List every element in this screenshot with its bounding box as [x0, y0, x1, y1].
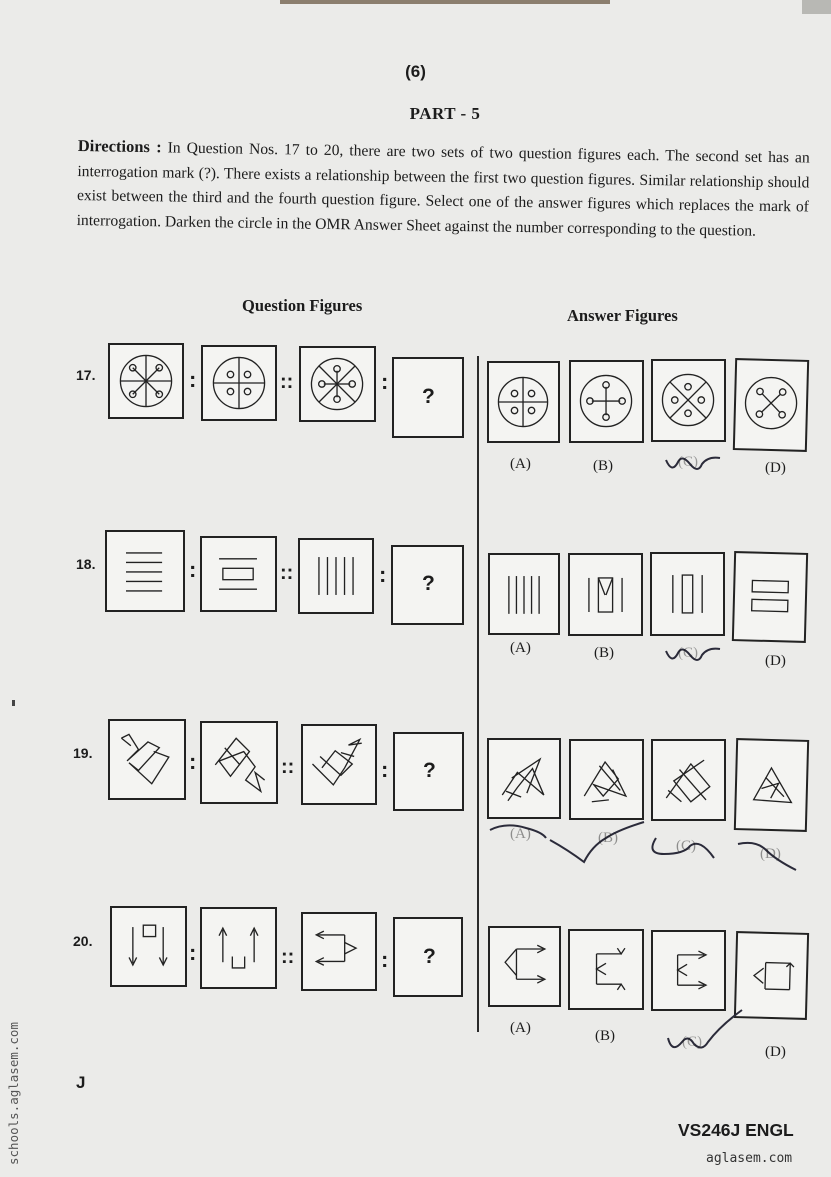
watermark-bottom: aglasem.com: [706, 1151, 793, 1166]
ratio-colon: :: [189, 557, 197, 582]
pen-mark-option-c: [664, 452, 724, 478]
question-number: 17.: [76, 367, 96, 383]
question-mark: ?: [423, 759, 436, 782]
pen-mark-option-c: [664, 643, 724, 669]
question-figure-3: [301, 912, 377, 991]
option-label-d: (D): [765, 653, 786, 669]
part-heading: PART - 5: [409, 104, 481, 123]
option-label-c: (C): [678, 454, 698, 470]
answer-figure-b[interactable]: [568, 553, 643, 636]
ratio-colon: :: [189, 940, 197, 965]
question-figure-1: [105, 530, 185, 612]
option-label-b: (B): [595, 1028, 615, 1044]
ratio-colon: :: [379, 562, 387, 587]
option-label-c: (C): [682, 1034, 702, 1050]
answer-figures-heading: Answer Figures: [567, 306, 678, 325]
answer-figure-b[interactable]: [568, 929, 644, 1010]
answer-figure-a[interactable]: [487, 738, 561, 819]
answer-figure-a[interactable]: [488, 926, 561, 1007]
ratio-double-colon: ::: [280, 371, 294, 393]
directions-label: Directions :: [77, 135, 162, 157]
question-figure-1: [108, 343, 184, 419]
answer-figure-a[interactable]: [488, 553, 560, 635]
question-figures-heading: Question Figures: [242, 296, 363, 315]
missing-figure: [392, 357, 464, 438]
missing-figure: [393, 732, 464, 811]
answer-figure-a[interactable]: [487, 361, 560, 443]
question-figure-3: [301, 724, 377, 805]
answer-figure-b[interactable]: [569, 739, 644, 820]
option-label-a: (A): [510, 640, 531, 656]
question-number: 20.: [73, 933, 93, 949]
question-figure-1: [108, 719, 186, 800]
question-figure-2: [200, 721, 278, 804]
pen-mark-option-c: [646, 834, 716, 866]
question-mark: ?: [422, 572, 435, 595]
option-label-d: (D): [765, 1044, 786, 1060]
ratio-colon: :: [381, 369, 389, 394]
question-figure-2: [200, 536, 277, 612]
pen-mark-option-a: [486, 818, 550, 850]
pen-mark-option-d: [736, 840, 798, 874]
answer-figure-c[interactable]: [651, 739, 726, 821]
option-label-d: (D): [760, 846, 781, 862]
question-figure-3: [298, 538, 374, 614]
watermark-side: schools.aglasem.com: [6, 1022, 21, 1165]
question-number: 18.: [76, 556, 96, 572]
pen-mark-option-c: [664, 1008, 746, 1056]
question-figure-1: [110, 906, 187, 987]
option-label-a: (A): [510, 1020, 531, 1036]
answer-figure-d[interactable]: [733, 358, 809, 452]
question-mark: ?: [423, 945, 436, 968]
ratio-colon: :: [189, 749, 197, 774]
answer-figure-c[interactable]: [651, 930, 726, 1011]
set-letter: J: [76, 1073, 86, 1092]
directions-text: In Question Nos. 17 to 20, there are two sets of two question figures each. The second set has an interrogation mark (?). There exists a relationship between the first two question figures. Similar relationship should exist between the third and the fourth question figure. Select one of the answer figures which replaces the mark of interrogation. Darken the circle in the OMR Answer Sheet against the number corresponding to the question.: [76, 139, 810, 240]
ratio-colon: :: [189, 367, 197, 392]
scan-edge-mark: [280, 0, 610, 4]
paper-code: VS246J ENGL: [678, 1120, 794, 1140]
answer-figure-c[interactable]: [650, 552, 725, 636]
pen-mark-option-b: [548, 816, 648, 864]
scan-corner: [802, 0, 831, 14]
question-mark: ?: [422, 385, 435, 408]
question-figure-3: [299, 346, 376, 422]
option-label-a: (A): [510, 826, 531, 842]
missing-figure: [393, 917, 463, 997]
option-label-c: (C): [676, 838, 696, 854]
option-label-c: (C): [678, 645, 698, 661]
answer-figure-d[interactable]: [734, 931, 809, 1020]
option-label-b: (B): [598, 830, 618, 846]
ratio-double-colon: ::: [280, 562, 294, 584]
scan-speck: [12, 700, 15, 706]
ratio-double-colon: ::: [281, 756, 295, 778]
option-label-b: (B): [593, 458, 613, 474]
question-figure-2: [201, 345, 277, 421]
ratio-colon: :: [381, 947, 389, 972]
option-label-d: (D): [765, 460, 786, 476]
missing-figure: [391, 545, 464, 625]
column-divider: [477, 356, 479, 1032]
option-label-a: (A): [510, 456, 531, 472]
answer-figure-d[interactable]: [732, 551, 808, 643]
ratio-double-colon: ::: [281, 946, 295, 968]
question-number: 19.: [73, 745, 93, 761]
directions-paragraph: [76, 134, 809, 244]
answer-figure-c[interactable]: [651, 359, 726, 442]
answer-figure-b[interactable]: [569, 360, 644, 443]
answer-figure-d[interactable]: [734, 738, 809, 832]
question-figure-2: [200, 907, 277, 989]
page-number: (6): [405, 62, 426, 81]
option-label-b: (B): [594, 645, 614, 661]
ratio-colon: :: [381, 757, 389, 782]
